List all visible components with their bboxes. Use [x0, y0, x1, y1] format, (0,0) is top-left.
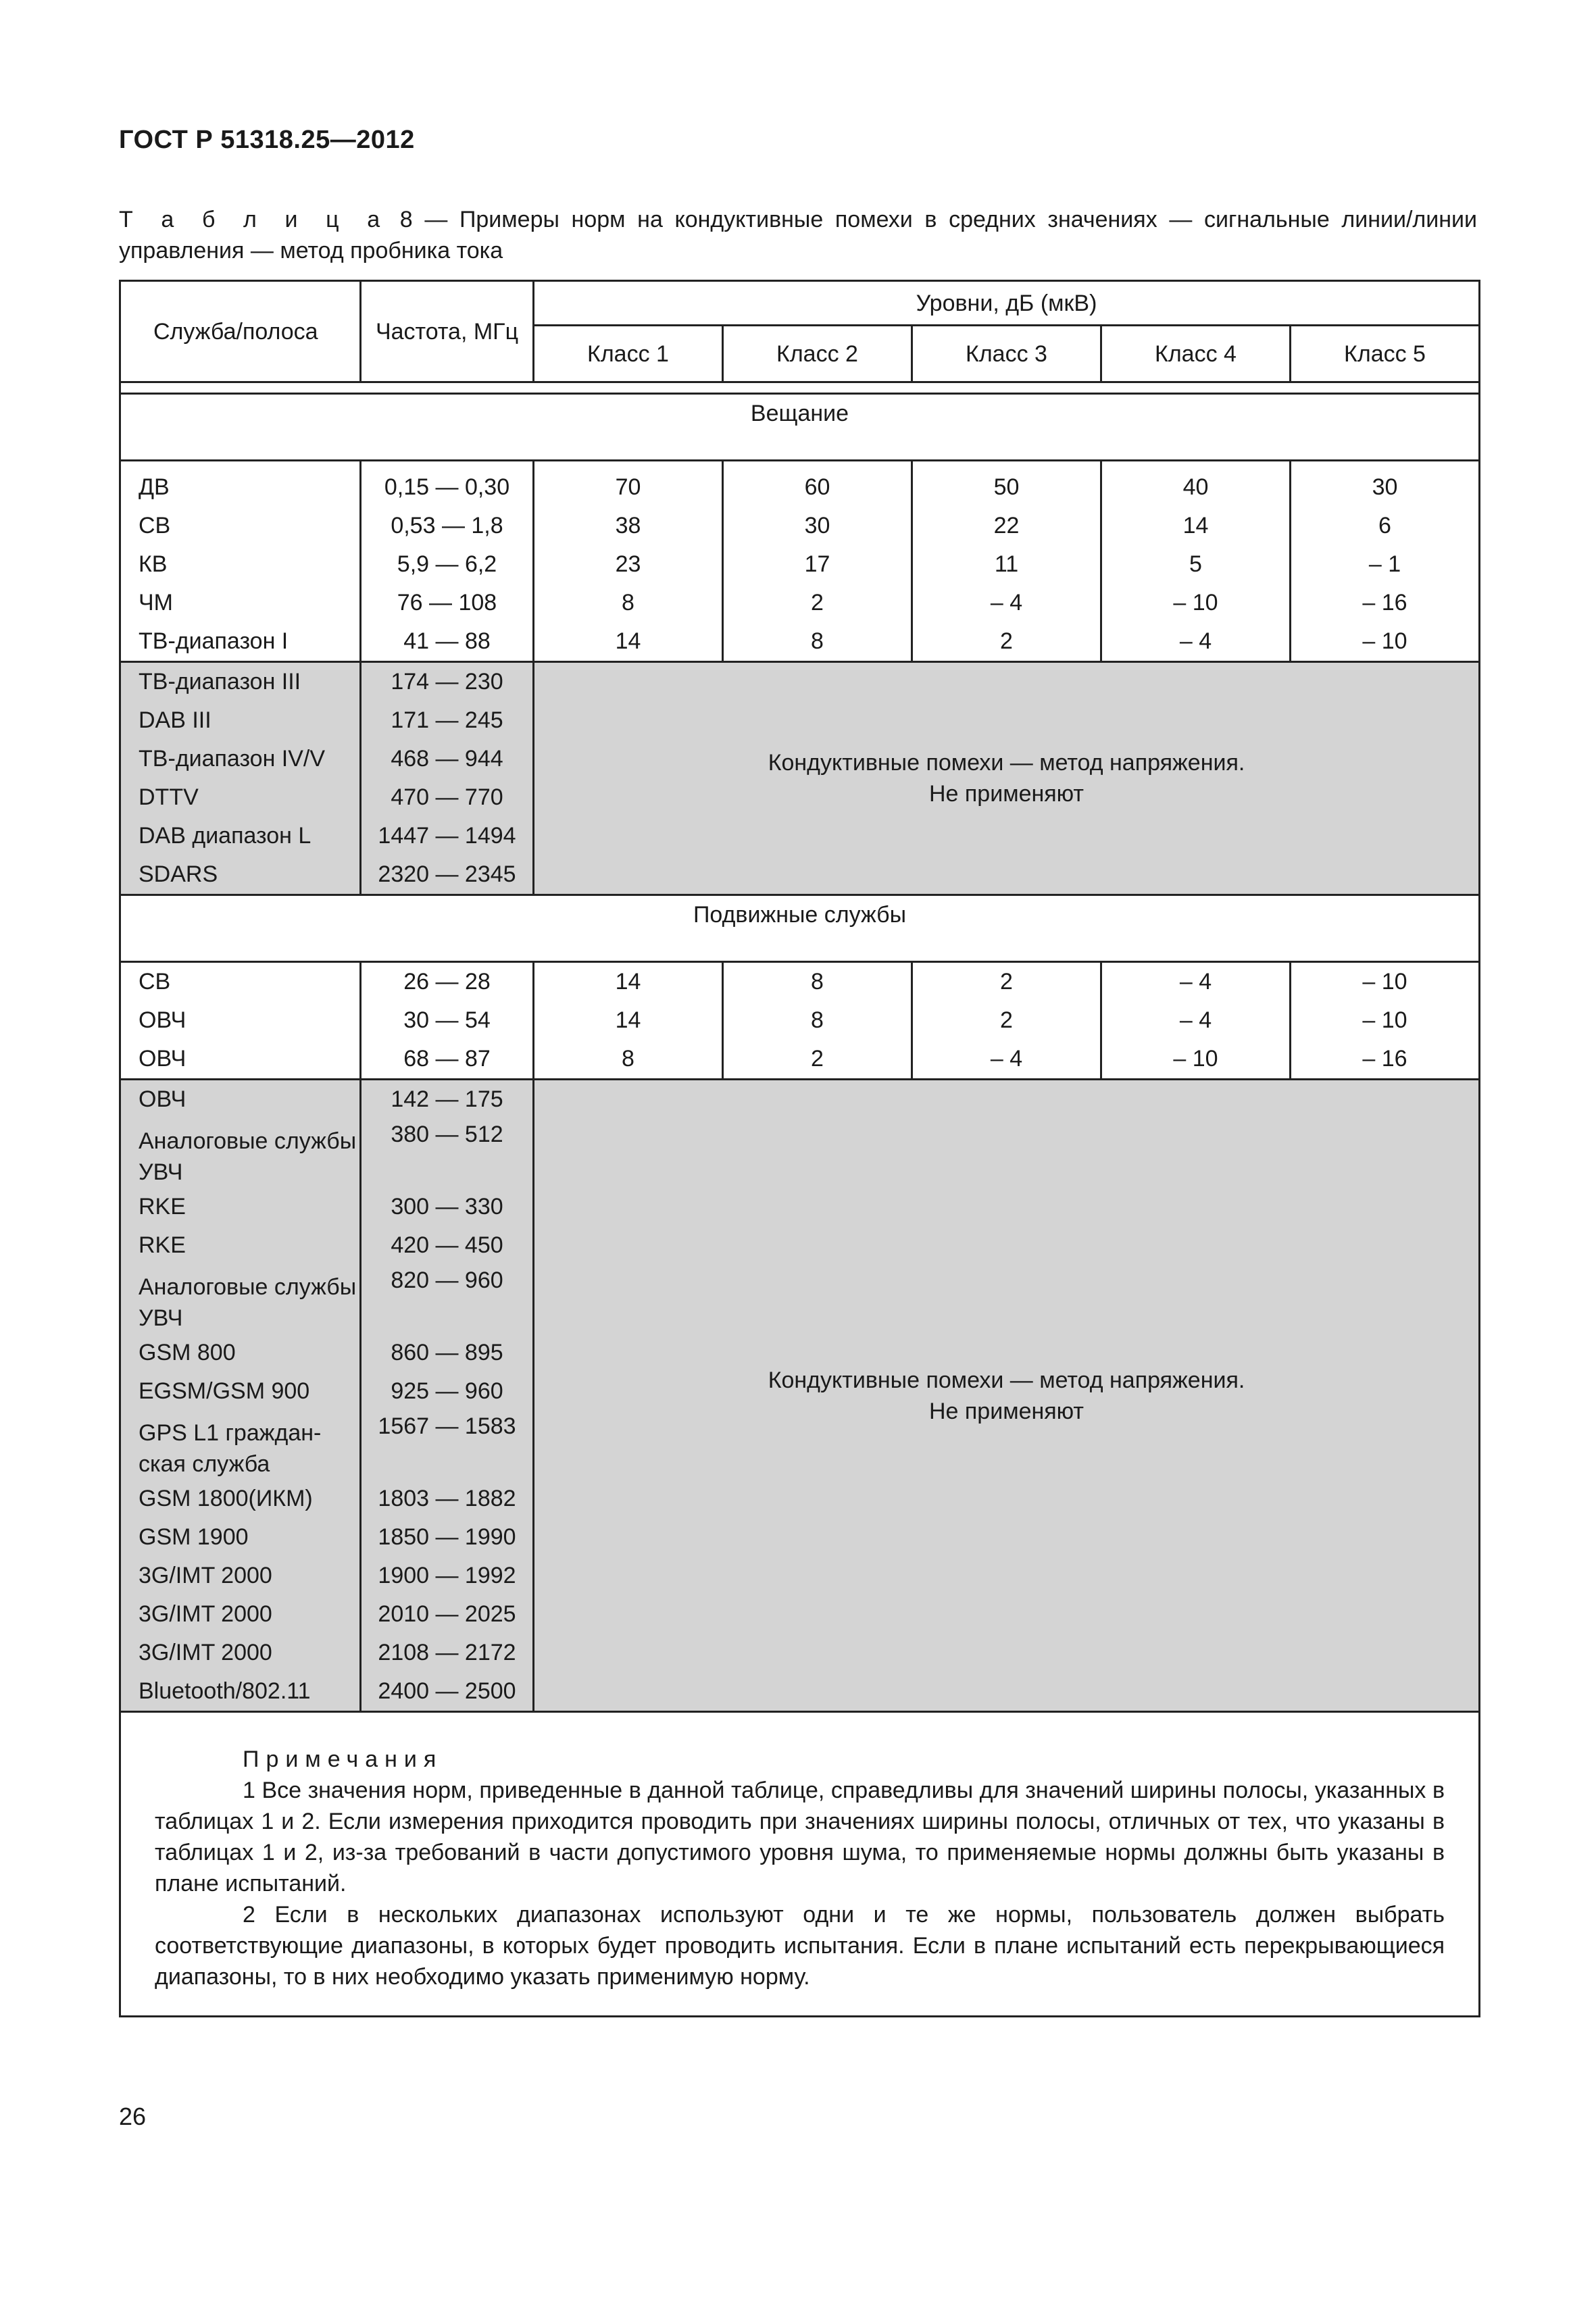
service-cell: DAB диапазон L	[139, 823, 311, 849]
frequency-cell: 2400 — 2500	[378, 1678, 516, 1704]
frequency-list	[361, 468, 532, 661]
value-cell: – 4	[1179, 1007, 1212, 1033]
table-caption	[119, 204, 1477, 266]
class-5-values	[1291, 468, 1478, 661]
value-cell: – 10	[1362, 1007, 1407, 1033]
not-applicable-note	[534, 1080, 1480, 1712]
service-cell: GSM 1800(ИКМ)	[139, 1486, 313, 1511]
value-cell: 8	[622, 590, 634, 615]
value-cell: 22	[993, 513, 1020, 538]
value-cell: – 4	[990, 590, 1023, 615]
service-list	[139, 468, 359, 661]
service-cell: ОВЧ	[139, 1086, 186, 1112]
page-number: 26	[119, 2103, 147, 2130]
shaded-service-list	[139, 1080, 359, 1711]
frequency-cell: 470 — 770	[391, 784, 503, 810]
value-cell: 50	[993, 474, 1020, 500]
value-cell: – 4	[1179, 969, 1212, 995]
header-class-5: Класс 5	[1291, 326, 1480, 382]
service-cell: Аналоговые службы УВЧ	[139, 1128, 357, 1185]
frequency-list	[361, 963, 532, 1078]
service-cell: DAB III	[139, 707, 211, 733]
frequency-cell: 925 — 960	[391, 1378, 503, 1404]
service-cell: Bluetooth/802.11	[139, 1678, 311, 1704]
service-cell: RKE	[139, 1194, 186, 1219]
value-cell: – 4	[990, 1046, 1023, 1072]
frequency-cell: 1447 — 1494	[378, 823, 516, 849]
section-title-mobile: Подвижные службы	[120, 895, 1480, 962]
value-cell: 38	[615, 513, 641, 538]
frequency-cell: 30 — 54	[403, 1007, 491, 1033]
value-cell: 17	[804, 551, 830, 577]
service-cell: DTTV	[139, 784, 199, 810]
service-cell: GSM 1900	[139, 1524, 249, 1550]
frequency-cell: 2320 — 2345	[378, 861, 516, 887]
value-cell: 6	[1378, 513, 1391, 538]
service-cell: КВ	[139, 551, 168, 577]
class-4-values	[1102, 468, 1289, 661]
service-cell: ОВЧ	[139, 1007, 186, 1033]
frequency-cell: 5,9 — 6,2	[397, 551, 497, 577]
class-3-values	[913, 963, 1100, 1078]
frequency-cell: 76 — 108	[397, 590, 497, 615]
header-frequency: Частота, МГц	[361, 281, 534, 382]
frequency-cell: 26 — 28	[403, 969, 491, 995]
frequency-cell: 1803 — 1882	[378, 1486, 516, 1511]
not-applicable-line-2: Не применяют	[928, 781, 1084, 807]
frequency-cell: 41 — 88	[403, 628, 491, 654]
class-1-values	[534, 468, 722, 661]
service-cell: EGSM/GSM 900	[139, 1378, 310, 1404]
frequency-cell: 468 — 944	[391, 746, 503, 772]
frequency-cell: 820 — 960	[391, 1267, 503, 1293]
table-notes	[120, 1712, 1480, 2017]
frequency-cell: 300 — 330	[391, 1194, 503, 1219]
class-5-values	[1291, 963, 1478, 1078]
service-cell: SDARS	[139, 861, 218, 887]
value-cell: 30	[804, 513, 830, 538]
not-applicable-line-1: Кондуктивные помехи — метод напряжения.	[768, 1367, 1245, 1393]
service-cell: GPS L1 граждан-ская служба	[139, 1420, 322, 1477]
document-header: ГОСТ Р 51318.25—2012	[119, 126, 415, 154]
not-applicable-line-2: Не применяют	[928, 1398, 1084, 1424]
header-service: Служба/полоса	[120, 281, 361, 382]
caption-label: Т а б л и ц а	[119, 207, 389, 232]
caption-text: 8 — Примеры норм на кондуктивные помехи в средних значениях — сигнальные линии/линии управления — метод пробника тока	[119, 207, 1477, 263]
value-cell: 8	[811, 1007, 824, 1033]
not-applicable-line-1: Кондуктивные помехи — метод напряжения.	[768, 750, 1245, 776]
service-cell: GSM 800	[139, 1340, 236, 1365]
norms-table	[119, 280, 1480, 2017]
value-cell: 30	[1372, 474, 1398, 500]
shaded-frequency-list	[361, 1080, 532, 1711]
value-cell: – 10	[1362, 969, 1407, 995]
value-cell: 2	[1000, 969, 1013, 995]
not-applicable-note	[534, 662, 1480, 895]
value-cell: 14	[615, 1007, 641, 1033]
frequency-cell: 1567 — 1583	[378, 1413, 516, 1439]
frequency-cell: 142 — 175	[391, 1086, 503, 1112]
service-cell: СВ	[139, 969, 171, 995]
service-cell: ТВ-диапазон IV/V	[139, 746, 326, 772]
frequency-cell: 2010 — 2025	[378, 1601, 516, 1627]
note-2: 2 Если в нескольких диапазонах используют одни и те же нормы, пользователь должен выбрать соответствующие диапазоны, в которых будет проводить испытания. Если в плане испытаний есть перекрывающиеся диапазоны, то в них необходимо указать применимую норму.	[155, 1902, 1445, 1990]
class-1-values	[534, 963, 722, 1078]
section-title-broadcast: Вещание	[120, 394, 1480, 461]
frequency-cell: 174 — 230	[391, 669, 503, 695]
service-cell: 3G/IMT 2000	[139, 1601, 272, 1627]
value-cell: – 1	[1368, 551, 1401, 577]
header-class-4: Класс 4	[1101, 326, 1291, 382]
value-cell: 2	[811, 590, 824, 615]
class-4-values	[1102, 963, 1289, 1078]
value-cell: 40	[1182, 474, 1209, 500]
frequency-cell: 1900 — 1992	[378, 1563, 516, 1588]
value-cell: – 10	[1173, 1046, 1218, 1072]
value-cell: 14	[615, 969, 641, 995]
service-cell: ЧМ	[139, 590, 173, 615]
frequency-cell: 0,15 — 0,30	[384, 474, 510, 500]
value-cell: 8	[811, 628, 824, 654]
frequency-cell: 0,53 — 1,8	[391, 513, 503, 538]
value-cell: 23	[615, 551, 641, 577]
note-1: 1 Все значения норм, приведенные в данной таблице, справедливы для значений ширины полосы, указанных в таблицах 1 и 2. Если измерения приходится проводить при значениях ширины полосы, отличных от тех, что указаны в таблицах 1 и 2, из-за требований в части допустимого уровня шума, то применяемые нормы должны быть указаны в плане испытаний.	[155, 1778, 1445, 1896]
value-cell: 8	[811, 969, 824, 995]
class-3-values	[913, 468, 1100, 661]
value-cell: 2	[1000, 1007, 1013, 1033]
value-cell: 14	[1182, 513, 1209, 538]
frequency-cell: 68 — 87	[403, 1046, 491, 1072]
value-cell: 60	[804, 474, 830, 500]
value-cell: 2	[811, 1046, 824, 1072]
service-cell: ОВЧ	[139, 1046, 186, 1072]
service-cell: ДВ	[139, 474, 170, 500]
value-cell: – 10	[1173, 590, 1218, 615]
class-2-values	[724, 468, 911, 661]
value-cell: 70	[615, 474, 641, 500]
frequency-cell: 171 — 245	[391, 707, 503, 733]
service-cell: Аналоговые службы УВЧ	[139, 1274, 357, 1331]
header-levels: Уровни, дБ (мкВ)	[534, 281, 1480, 326]
class-2-values	[724, 963, 911, 1078]
frequency-cell: 380 — 512	[391, 1122, 503, 1147]
value-cell: – 10	[1362, 628, 1407, 654]
service-cell: 3G/IMT 2000	[139, 1563, 272, 1588]
value-cell: – 4	[1179, 628, 1212, 654]
service-cell: 3G/IMT 2000	[139, 1640, 272, 1665]
notes-title: Примечания	[243, 1746, 443, 1772]
value-cell: 2	[1000, 628, 1013, 654]
value-cell: 14	[615, 628, 641, 654]
frequency-cell: 2108 — 2172	[378, 1640, 516, 1665]
shaded-service-list	[139, 663, 359, 894]
header-class-2: Класс 2	[723, 326, 912, 382]
service-cell: ТВ-диапазон I	[139, 628, 289, 654]
header-class-3: Класс 3	[912, 326, 1101, 382]
value-cell: – 16	[1362, 590, 1407, 615]
service-list	[139, 963, 359, 1078]
service-cell: СВ	[139, 513, 171, 538]
service-cell: RKE	[139, 1232, 186, 1258]
value-cell: – 16	[1362, 1046, 1407, 1072]
frequency-cell: 860 — 895	[391, 1340, 503, 1365]
service-cell: ТВ-диапазон III	[139, 669, 301, 695]
frequency-cell: 420 — 450	[391, 1232, 503, 1258]
value-cell: 11	[994, 551, 1019, 577]
value-cell: 8	[622, 1046, 634, 1072]
header-class-1: Класс 1	[534, 326, 723, 382]
frequency-cell: 1850 — 1990	[378, 1524, 516, 1550]
shaded-frequency-list	[361, 663, 532, 894]
value-cell: 5	[1189, 551, 1202, 577]
